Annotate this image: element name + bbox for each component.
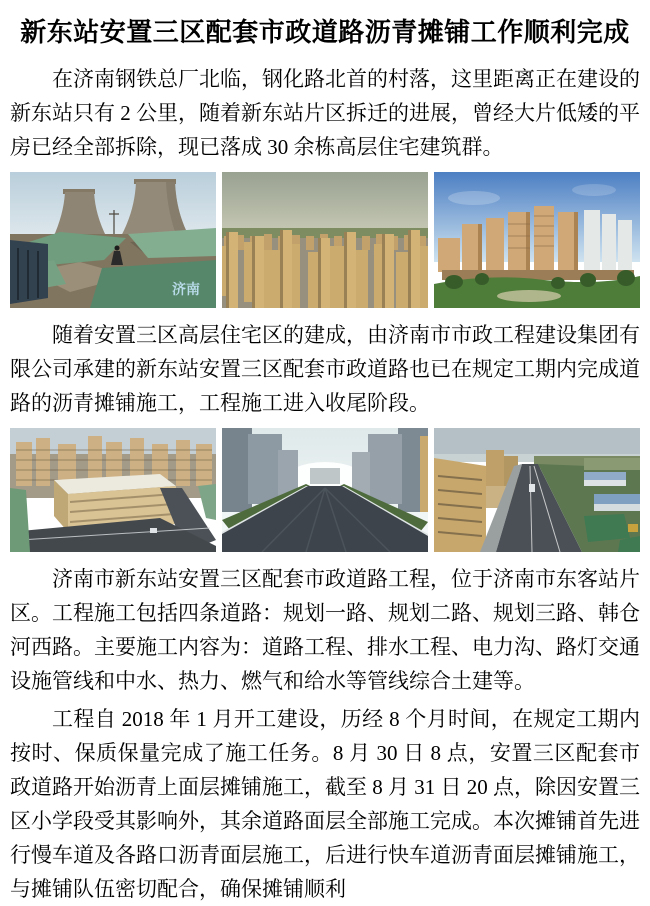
photo-watermark: 济南: [172, 283, 200, 298]
paragraph-2: 随着安置三区高层住宅区的建成，由济南市市政工程建设集团有限公司承建的新东站安置三区配套市政道路也已在规定工期内完成道路的沥青摊铺施工，工程施工进入收尾阶段。: [10, 323, 640, 415]
far-buildings: [310, 468, 340, 484]
near-towers: [226, 230, 420, 308]
photo-complex-rendering: [434, 172, 640, 308]
photo-road-aerial-straight: [434, 428, 640, 552]
photo-highrise-aerial: [222, 172, 428, 308]
photo-demolition-site: [10, 172, 216, 308]
photo-road-street-view: [222, 428, 428, 552]
photo-road-aerial-building: [10, 428, 216, 552]
green-netting-right: [198, 484, 216, 520]
article-title: 新东站安置三区配套市政道路沥青摊铺工作顺利完成: [20, 18, 630, 47]
photo-row-1: [10, 172, 640, 308]
machinery: [628, 524, 638, 532]
vehicle: [529, 484, 535, 492]
podium-wall: [442, 270, 634, 280]
paragraph-3: 济南市新东站安置三区配套市政道路工程，位于济南市东客站片区。工程施工包括四条道路：规划一路、规划二路、规划三路、韩仓河西路。主要施工内容为：道路工程、排水工程、电力沟、路灯交通设施管线和中水、热力、燃气和给水等管线综合土建等。: [10, 567, 640, 693]
dump-truck-icon: [10, 240, 48, 304]
paragraph-1: 在济南钢铁总厂北临，钢化路北首的村落，这里距离正在建设的新东站只有 2 公里，随着新东站片区拆迁的进展，曾经大片低矮的平房已经全部拆除，现已落成 30 余栋高层住宅建筑群。: [10, 67, 640, 159]
photo-row-2: [10, 428, 640, 552]
vehicle: [150, 528, 157, 533]
paragraph-4: 工程自 2018 年 1 月开工建设，历经 8 个月时间，在规定工期内按时、保质保量完成了施工任务。8 月 30 日 8 点，安置三区配套市政道路开始沥青上面层摊铺施工，截至 8 月 31 日 20 点，除因安置三区小学段受其影响外，其余道路面层全部施工完成。本次摊铺首先进行慢车道及各路口沥青面层施工，后进行快车道沥青面层摊铺施工，与摊铺队伍密切配合，确保摊铺顺利: [10, 707, 640, 901]
